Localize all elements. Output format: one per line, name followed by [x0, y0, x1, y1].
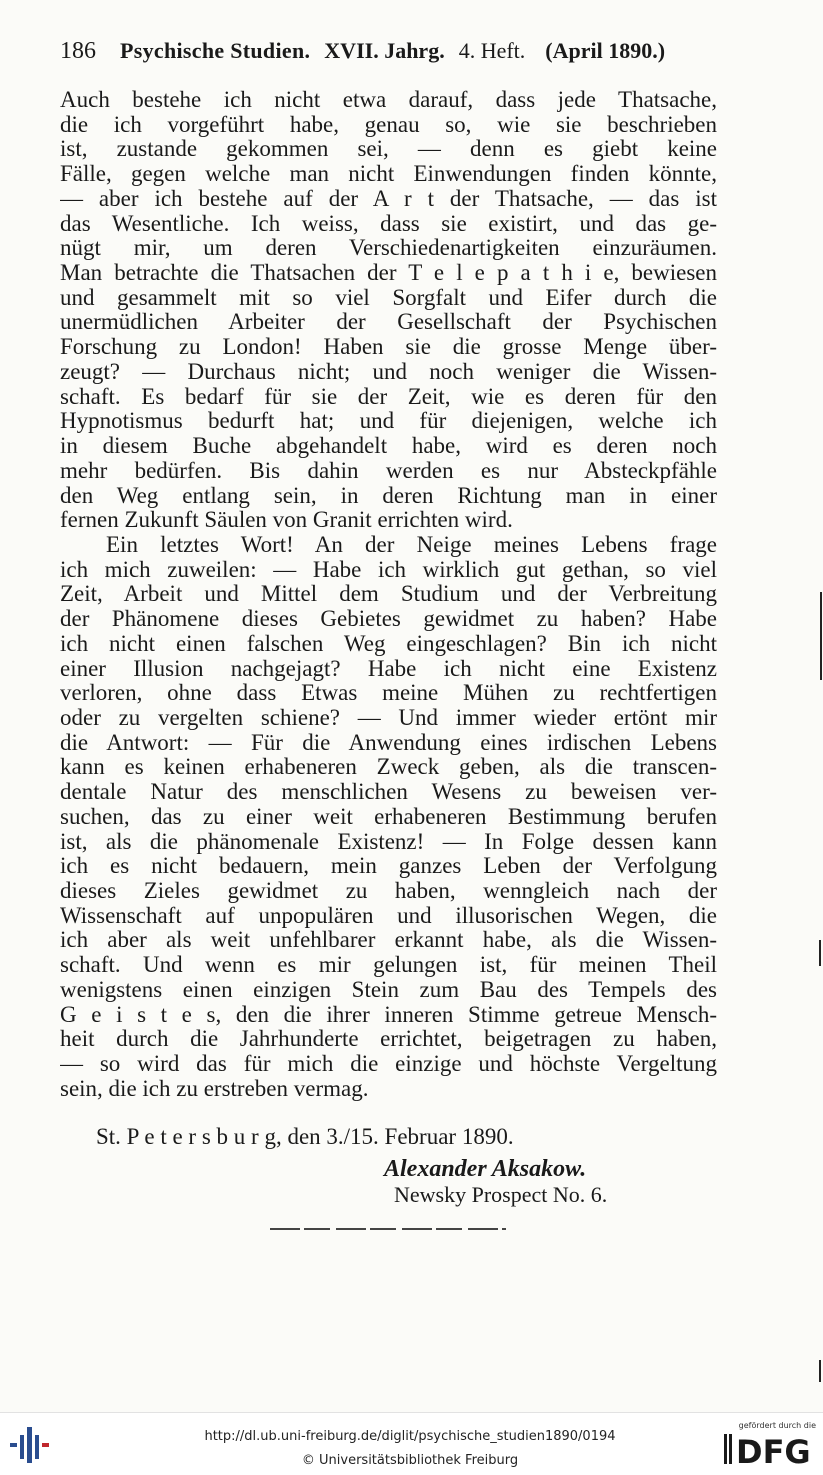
dfg-wordmark-icon [724, 1430, 816, 1468]
text-line: und gesammelt mit so viel Sorgfalt und Eifer durch die [60, 285, 717, 310]
text-line: suchen, das zu einer weit erhabeneren Bestimmung berufen [60, 804, 717, 829]
running-header [60, 38, 720, 66]
text-line: zeugt? — Durchaus nicht; und noch weniger die Wissen- [60, 359, 717, 384]
scan-edge-mark [820, 592, 822, 680]
journal-title: Psychische Studien. [120, 38, 311, 63]
text-line: ich es nicht bedauern, mein ganzes Leben der Verfolgung [60, 854, 717, 879]
copyright-notice: © Universitätsbibliothek Freiburg [301, 1453, 519, 1468]
text-line: dieses Zieles gewidmet zu haben, wenngleich nach der [60, 879, 717, 903]
body-text [60, 88, 717, 1101]
text-line: unermüdlichen Arbeiter der Gesellschaft der Psychischen [60, 310, 717, 335]
text-line: Forschung zu London! Haben sie die grosse Menge über- [60, 335, 717, 360]
volume-label: XVII. Jahrg. [324, 38, 445, 63]
text-line: verloren, ohne dass Etwas meine Mühen zu rechtfertigen [60, 681, 717, 706]
text-line: Man betrachte die Thatsachen der T e l e p a t h i e, bewiesen [60, 261, 717, 286]
text-line: den Weg entlang sein, in deren Richtung man in einer [60, 483, 717, 508]
scan-edge-mark [819, 1360, 821, 1382]
text-line: Zeit, Arbeit und Mittel dem Studium und der Verbreitung [60, 582, 717, 607]
page-number: 186 [60, 38, 96, 64]
author-address: Newsky Prospect No. 6. [394, 1182, 608, 1207]
text-line: G e i s t e s, den die ihrer inneren Stimme getreue Mensch- [60, 1002, 717, 1027]
text-line: Hypnotismus bedurft hat; und für diejenigen, welche ich [60, 409, 717, 434]
ub-freiburg-logo-icon [10, 1425, 54, 1465]
text-line: — so wird das für mich die einzige und höchste Vergeltung [60, 1052, 717, 1077]
text-line: sein, die ich zu erstreben vermag. [60, 1076, 369, 1101]
sponsor-tagline: gefördert durch die [738, 1421, 816, 1430]
text-line: die Antwort: — Für die Anwendung eines irdischen Lebens [60, 730, 717, 755]
text-line: Fälle, gegen welche man nicht Einwendungen finden könnte, [60, 162, 717, 187]
text-line: wenigstens einen einzigen Stein zum Bau des Tempels des [60, 977, 717, 1002]
text-line: Ein letztes Wort! An der Neige meines Lebens frage [106, 532, 717, 557]
text-line: kann es keinen erhabeneren Zweck geben, als die transcen- [60, 755, 717, 780]
source-url[interactable]: http://dl.ub.uni-freiburg.de/diglit/psychische_studien1890/0194 [204, 1429, 616, 1444]
author-signature: Alexander Aksakow. [384, 1156, 587, 1182]
scan-edge-mark [819, 940, 821, 966]
viewer-footer [0, 1412, 823, 1475]
closing-rule [270, 1228, 506, 1230]
text-line: Auch bestehe ich nicht etwa darauf, dass jede Thatsache, [60, 88, 717, 112]
text-line: ist, als die phänomenale Existenz! — In Folge dessen kann [60, 829, 717, 854]
text-line: ich nicht einen falschen Weg eingeschlagen? Bin ich nicht [60, 631, 717, 656]
text-line: heit durch die Jahrhunderte errichtet, beigetragen zu haben, [60, 1027, 717, 1052]
text-line: dentale Natur des menschlichen Wesens zu beweisen ver- [60, 780, 717, 805]
text-line: die ich vorgeführt habe, genau so, wie sie beschrieben [60, 112, 717, 137]
text-line: schaft. Und wenn es mir gelungen ist, für meinen Theil [60, 953, 717, 978]
text-line: der Phänomene dieses Gebietes gewidmet zu haben? Habe [60, 607, 717, 632]
text-line: das Wesentliche. Ich weiss, dass sie existirt, und das ge- [60, 211, 717, 236]
text-line: mehr bedürfen. Bis dahin werden es nur Absteckpfähle [60, 458, 717, 483]
text-line: fernen Zukunft Säulen von Granit errichten wird. [60, 508, 513, 533]
text-line: oder zu vergelten schiene? — Und immer wieder ertönt mir [60, 705, 717, 730]
text-line: ist, zustande gekommen sei, — denn es giebt keine [60, 137, 717, 162]
text-line: ich aber als weit unfehlbarer erkannt habe, als die Wissen- [60, 928, 717, 953]
issue-date: (April 1890.) [545, 38, 666, 63]
dfg-logo [724, 1421, 816, 1471]
text-line: — aber ich bestehe auf der A r t der Thatsache, — das ist [60, 186, 717, 211]
text-line: in diesem Buche abgehandelt habe, wird es deren noch [60, 434, 717, 459]
place-date-line: St. P e t e r s b u r g, den 3./15. Februar 1890. [96, 1124, 514, 1149]
issue-label: 4. Heft. [458, 38, 526, 63]
dfg-text: DFG [736, 1433, 811, 1468]
text-line: nügt mir, um deren Verschiedenartigkeiten einzuräumen. [60, 236, 717, 261]
text-line: Wissenschaft auf unpopulären und illusorischen Wegen, die [60, 903, 717, 928]
text-line: ich mich zuweilen: — Habe ich wirklich gut gethan, so viel [60, 557, 717, 582]
text-line: einer Illusion nachgejagt? Habe ich nicht eine Existenz [60, 656, 717, 681]
text-line: schaft. Es bedarf für sie der Zeit, wie es deren für den [60, 384, 717, 409]
